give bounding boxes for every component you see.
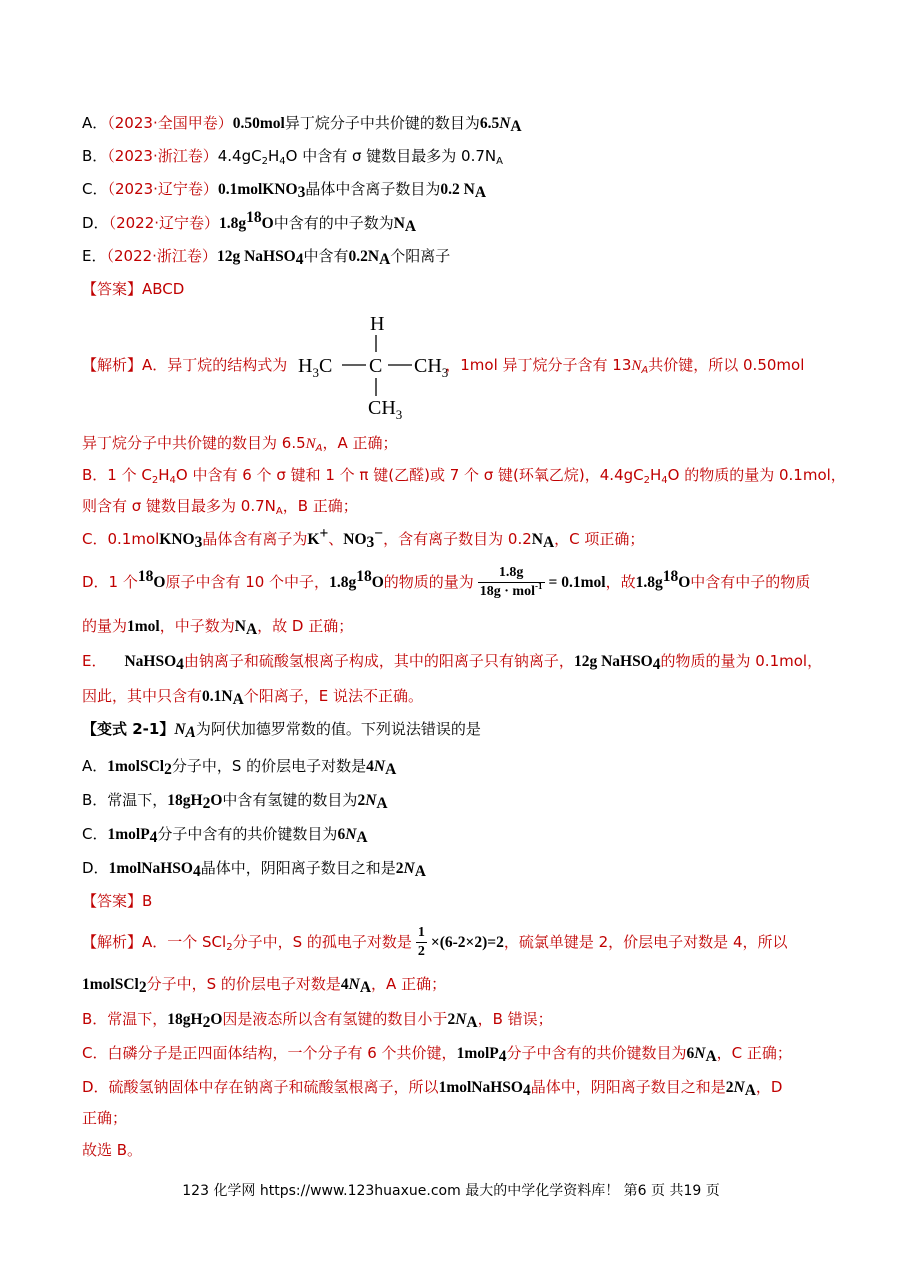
source-tag: （2023·全国甲卷） xyxy=(107,114,233,132)
struct-h3c: $H_3C$ xyxy=(298,355,333,380)
analysis2-c: C．白磷分子是正四面体结构，一个分子有 6 个共价键，1molP$_4$分子中含有的共价键数目为$6N_A$，C 正确； xyxy=(82,1044,792,1065)
analysis1-a-cont: 异丁烷分子中共价键的数目为 $6.5N_A$，A 正确； xyxy=(82,434,398,454)
analysis1-d: D．1 个$^{18}$O原子中含有 10 个中子，$1.8g^{18}O$的物质的量为 $\frac{1.8g}{18g \cdot mol^{-1}}$ = 0.1mol，故$1.8g^{18}O$中含有中子的物质 xyxy=(82,565,811,599)
source-tag: （2022·浙江卷） xyxy=(106,247,217,265)
variant-option-a: A．1molSCl$_2$分子中，S 的价层电子对数是$4N_A$ xyxy=(82,757,397,778)
conclusion: 故选 B。 xyxy=(82,1141,143,1159)
source-tag: （2023·浙江卷） xyxy=(107,147,218,165)
variant-option-c: C．1molP$_4$分子中含有的共价键数目为$6N_A$ xyxy=(82,825,368,846)
option-e: E．（2022·浙江卷）12g NaHSO$_4$中含有$0.2N_A$个阳离子 xyxy=(82,247,451,268)
answer-2: 【答案】B xyxy=(82,892,153,910)
analysis2-d: D．硫酸氢钠固体中存在钠离子和硫酸氢根离子，所以1molNaHSO$_4$晶体中，阴阳离子数目之和是$2N_A$，D xyxy=(82,1078,783,1099)
variant-header: 【变式 2-1】$N_A$为阿伏加德罗常数的值。下列说法错误的是 xyxy=(82,720,481,741)
struct-c: C xyxy=(369,355,383,377)
struct-ch3-right: $CH_3$ xyxy=(414,355,449,380)
variant-option-d: D．1molNaHSO$_4$晶体中，阴阳离子数目之和是$2N_A$ xyxy=(82,859,426,880)
struct-h-top: H xyxy=(370,313,385,335)
option-d: D．（2022·辽宁卷）$1.8g^{18}O$中含有的中子数为$N_A$ xyxy=(82,209,417,235)
option-a: A．（2023·全国甲卷）0.50mol异丁烷分子中共价键的数目为$6.5N_A$ xyxy=(82,114,522,135)
analysis2-a: 【解析】A．一个 SCl$_2$分子中，S 的孤电子对数是 $\frac{1}{2}$ ×(6-2×2)=2，硫氯单键是 2，价层电子对数是 4，所以 xyxy=(82,925,788,959)
option-b: B．（2023·浙江卷）$4.4gC_2H_4O$ 中含有 σ 键数目最多为 $0.7N_A$ xyxy=(82,147,503,167)
variant-option-b: B．常温下，$18gH_2O$中含有氢键的数目为$2N_A$ xyxy=(82,791,388,812)
source-tag: （2022·辽宁卷） xyxy=(108,214,220,232)
analysis1-a: 【解析】A．异丁烷的结构式为 ，1mol 异丁烷分子含有 $13N_A$共价键，所以 0.50mol xyxy=(82,356,805,376)
struct-ch3-bottom: $CH_3$ xyxy=(368,397,403,420)
analysis2-b: B．常温下，$18gH_2O$因是液态所以含有氢键的数目小于$2N_A$，B 错误； xyxy=(82,1010,553,1031)
analysis1-c: C．0.1molKNO$_3$晶体含有离子为K+、$NO_3^-$，含有离子数目为 $0.2N_A$，C 项正确； xyxy=(82,525,645,551)
analysis2-d-cont: 正确； xyxy=(82,1109,128,1127)
analysis1-d-cont: 的量为1mol，中子数为$N_A$，故 D 正确； xyxy=(82,617,354,638)
analysis1-e: E． NaHSO$_4$由钠离子和硫酸氢根离子构成，其中的阳离子只有钠离子，12g NaHSO$_4$的物质的量为 0.1mol， xyxy=(82,652,823,673)
option-c: C．（2023·辽宁卷）0.1molKNO$_3$晶体中含离子数目为0.2 $N_A$ xyxy=(82,180,487,201)
analysis1-b-cont: 则含有 σ 键数目最多为 $0.7N_A$，B 正确； xyxy=(82,497,358,517)
page-footer: 123 化学网 https://www.123huaxue.com 最大的中学化学资料库！ 第6 页 共19 页 xyxy=(182,1183,720,1199)
answer-1: 【答案】ABCD xyxy=(82,280,185,298)
half-fraction: $\frac{1}{2}$ xyxy=(417,925,425,959)
analysis1-e-cont: 因此，其中只含有$0.1N_A$个阳离子，E 说法不正确。 xyxy=(82,687,424,708)
analysis2-a-cont: 1molSCl$_2$分子中，S 的价层电子对数是$4N_A$，A 正确； xyxy=(82,975,447,996)
source-tag: （2023·辽宁卷） xyxy=(107,180,218,198)
molar-fraction: $\frac{1.8g}{18g \cdot mol^{-1}}$ xyxy=(479,565,543,599)
analysis1-b: B．1 个 $C_2H_4O$ 中含有 6 个 σ 键和 1 个 π 键(乙醛)或 7 个 σ 键(环氧乙烷)，$4.4gC_2H_4O$ 的物质的量为 0.1mol， xyxy=(82,466,846,486)
